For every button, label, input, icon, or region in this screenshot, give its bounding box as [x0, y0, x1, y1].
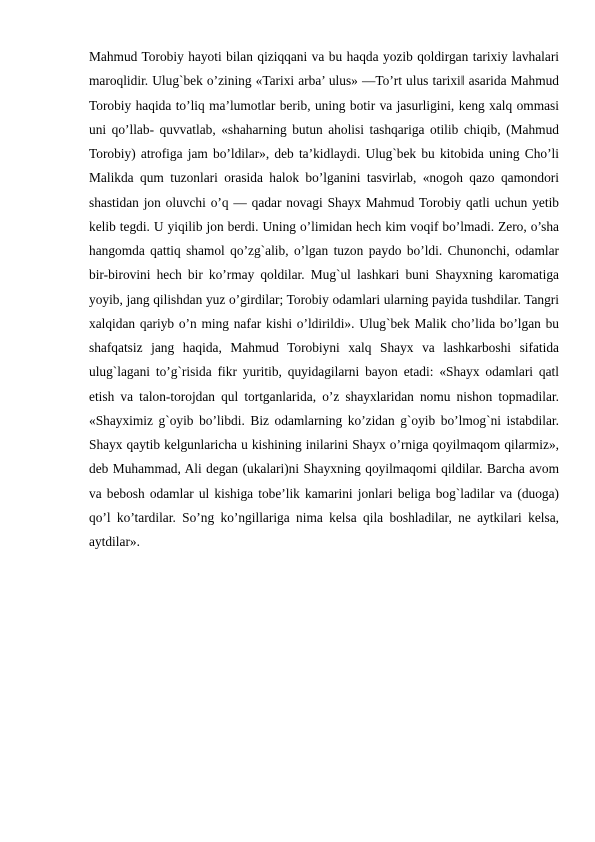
body-paragraph: Mahmud Torobiy hayoti bilan qiziqqani va bu haqda yozib qoldirgan tarixiy lavhalari maroqlidir. Ulug`bek o’zining «Tarixi arba’ ulus» ―To’rt ulus tarixi‖ asarida Mahmud Torobiy haqida to’liq ma’lumotlar berib, uning botir va jasurligini, keng xalq ommasi uni qo’llab- quvvatlab, «shaharning butun aholisi tashqariga otilib chiqib, (Mahmud Torobiy) atrofiga jam bo’ldilar», deb ta’kidlaydi. Ulug`bek bu kitobida uning Cho’li Malikda qum tuzonlari orasida halok bo’lganini tasvirlab, «nogoh qazo qamondori shastidan jon oluvchi o’q ― qadar novagi Shayx Mahmud Torobiy qatli uchun yetib kelib tegdi. U yiqilib jon berdi. Uning o’limidan hech kim voqif bo’lmadi. Zero, o’sha hangomda qattiq shamol qo’zg`alib, o’lgan tuzon paydo bo’ldi. Chunonchi, odamlar bir-birovini hech bir ko’rmay qoldilar. Mug`ul lashkari buni Shayxning karomatiga yoyib, jang qilishdan yuz o’girdilar; Torobiy odamlari ularning payida tushdilar. Tangri xalqidan qariyb o’n ming nafar kishi o’ldirildi». Ulug`bek Malik cho’lida bo’lgan bu shafqatsiz jang haqida, Mahmud Torobiyni xalq Shayx va lashkarboshi sifatida ulug`lagani to’g`risida fikr yuritib, quyidagilarni bayon etadi: «Shayx odamlari qatl etish va talon-torojdan qul tortganlarida, o’z shayxlaridan nomu nishon topmadilar. «Shayximiz g`oyib bo’libdi. Biz odamlarning ko’zidan g`oyib bo’lmog`ni istabdilar. Shayx qaytib kelgunlaricha u kishining inilarini Shayx o’rniga qoyilmaqom qilarmiz», deb Muhammad, Ali degan (ukalari)ni Shayxning qoyilmaqomi qildilar. Barcha avom va bebosh odamlar ul kishiga tobe’lik kamarini jonlari beliga bog`ladilar va (duoga) qo’l ko’tardilar. So’ng ko’ngillariga nima kelsa qila boshladilar, ne aytkilari kelsa, aytdilar».	[89, 49, 559, 549]
